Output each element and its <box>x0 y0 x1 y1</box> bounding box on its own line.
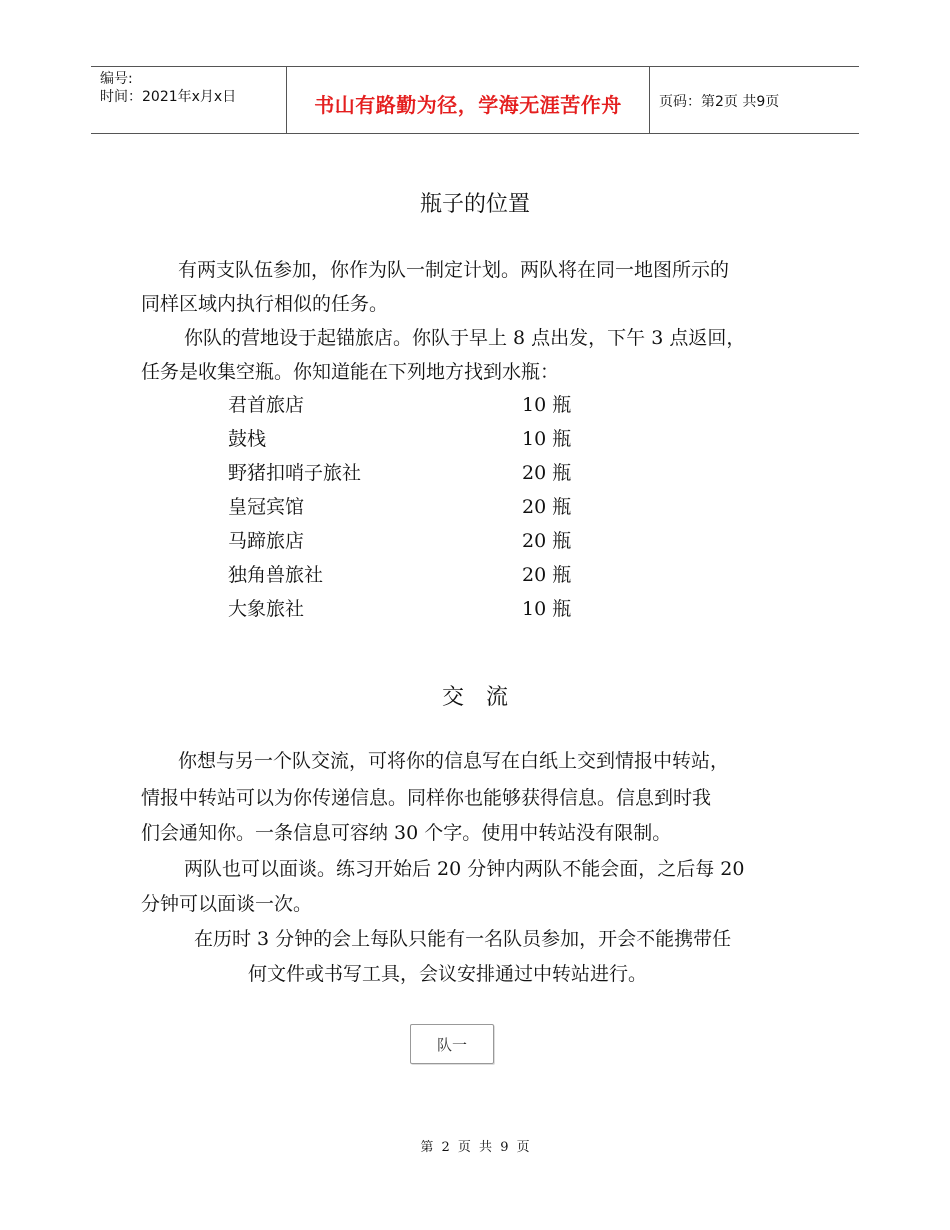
header-info-cell <box>91 67 287 133</box>
location-name: 马蹄旅店 <box>228 530 305 552</box>
bottle-quantity: 10 瓶 <box>522 598 572 620</box>
section-title-communication: 交 流 <box>441 685 508 710</box>
location-name: 鼓栈 <box>228 428 267 450</box>
header-page-cell <box>650 67 859 133</box>
paragraph-line: 们会通知你。一条信息可容纳 30 个字。使用中转站没有限制。 <box>141 822 672 844</box>
bottle-quantity: 20 瓶 <box>522 530 572 552</box>
list-item <box>228 390 628 424</box>
list-item <box>228 560 628 594</box>
location-name: 皇冠宾馆 <box>228 496 305 518</box>
bottle-quantity: 10 瓶 <box>522 428 572 450</box>
bottle-quantity: 20 瓶 <box>522 564 572 586</box>
list-item <box>228 594 628 628</box>
paragraph-line: 同样区域内执行相似的任务。 <box>141 293 389 315</box>
motto: 书山有路勤为径，学海无涯苦作舟 <box>314 93 622 117</box>
paragraph-line: 分钟可以面谈一次。 <box>141 893 313 915</box>
location-name: 独角兽旅社 <box>228 564 324 586</box>
paragraph-line: 在历时 3 分钟的会上每队只能有一名队员参加，开会不能携带任 <box>194 928 732 950</box>
paragraph-line: 任务是收集空瓶。你知道能在下列地方找到水瓶： <box>141 361 560 383</box>
paragraph-line: 两队也可以面谈。练习开始后 20 分钟内两队不能会面，之后每 20 <box>184 858 745 880</box>
location-name: 野猪扣哨子旅社 <box>228 462 362 484</box>
page-info: 页码：第2页 共9页 <box>659 94 780 110</box>
list-item <box>228 526 628 560</box>
team-label-box: 队一 <box>410 1024 494 1064</box>
serial-label: 编号: <box>100 71 133 87</box>
paragraph-line: 有两支队伍参加，你作为队一制定计划。两队将在同一地图所示的 <box>178 259 730 281</box>
page-footer: 第 2 页 共 9 页 <box>420 1140 530 1155</box>
bottle-location-list <box>228 390 628 628</box>
list-item <box>228 424 628 458</box>
section-title-bottles: 瓶子的位置 <box>419 192 530 217</box>
paragraph-line: 你想与另一个队交流，可将你的信息写在白纸上交到情报中转站， <box>178 750 730 772</box>
paragraph-line: 情报中转站可以为你传递信息。同样你也能够获得信息。信息到时我 <box>141 787 712 809</box>
paragraph-line: 何文件或书写工具，会议安排通过中转站进行。 <box>248 963 648 985</box>
time-label: 时间：2021年x月x日 <box>100 89 237 105</box>
bottle-quantity: 20 瓶 <box>522 496 572 518</box>
page-header <box>91 66 859 134</box>
bottle-quantity: 10 瓶 <box>522 394 572 416</box>
location-name: 君首旅店 <box>228 394 305 416</box>
list-item <box>228 458 628 492</box>
list-item <box>228 492 628 526</box>
header-motto-cell <box>287 67 650 133</box>
paragraph-line: 你队的营地设于起锚旅店。你队于早上 8 点出发，下午 3 点返回， <box>184 327 746 349</box>
bottle-quantity: 20 瓶 <box>522 462 572 484</box>
location-name: 大象旅社 <box>228 598 305 620</box>
